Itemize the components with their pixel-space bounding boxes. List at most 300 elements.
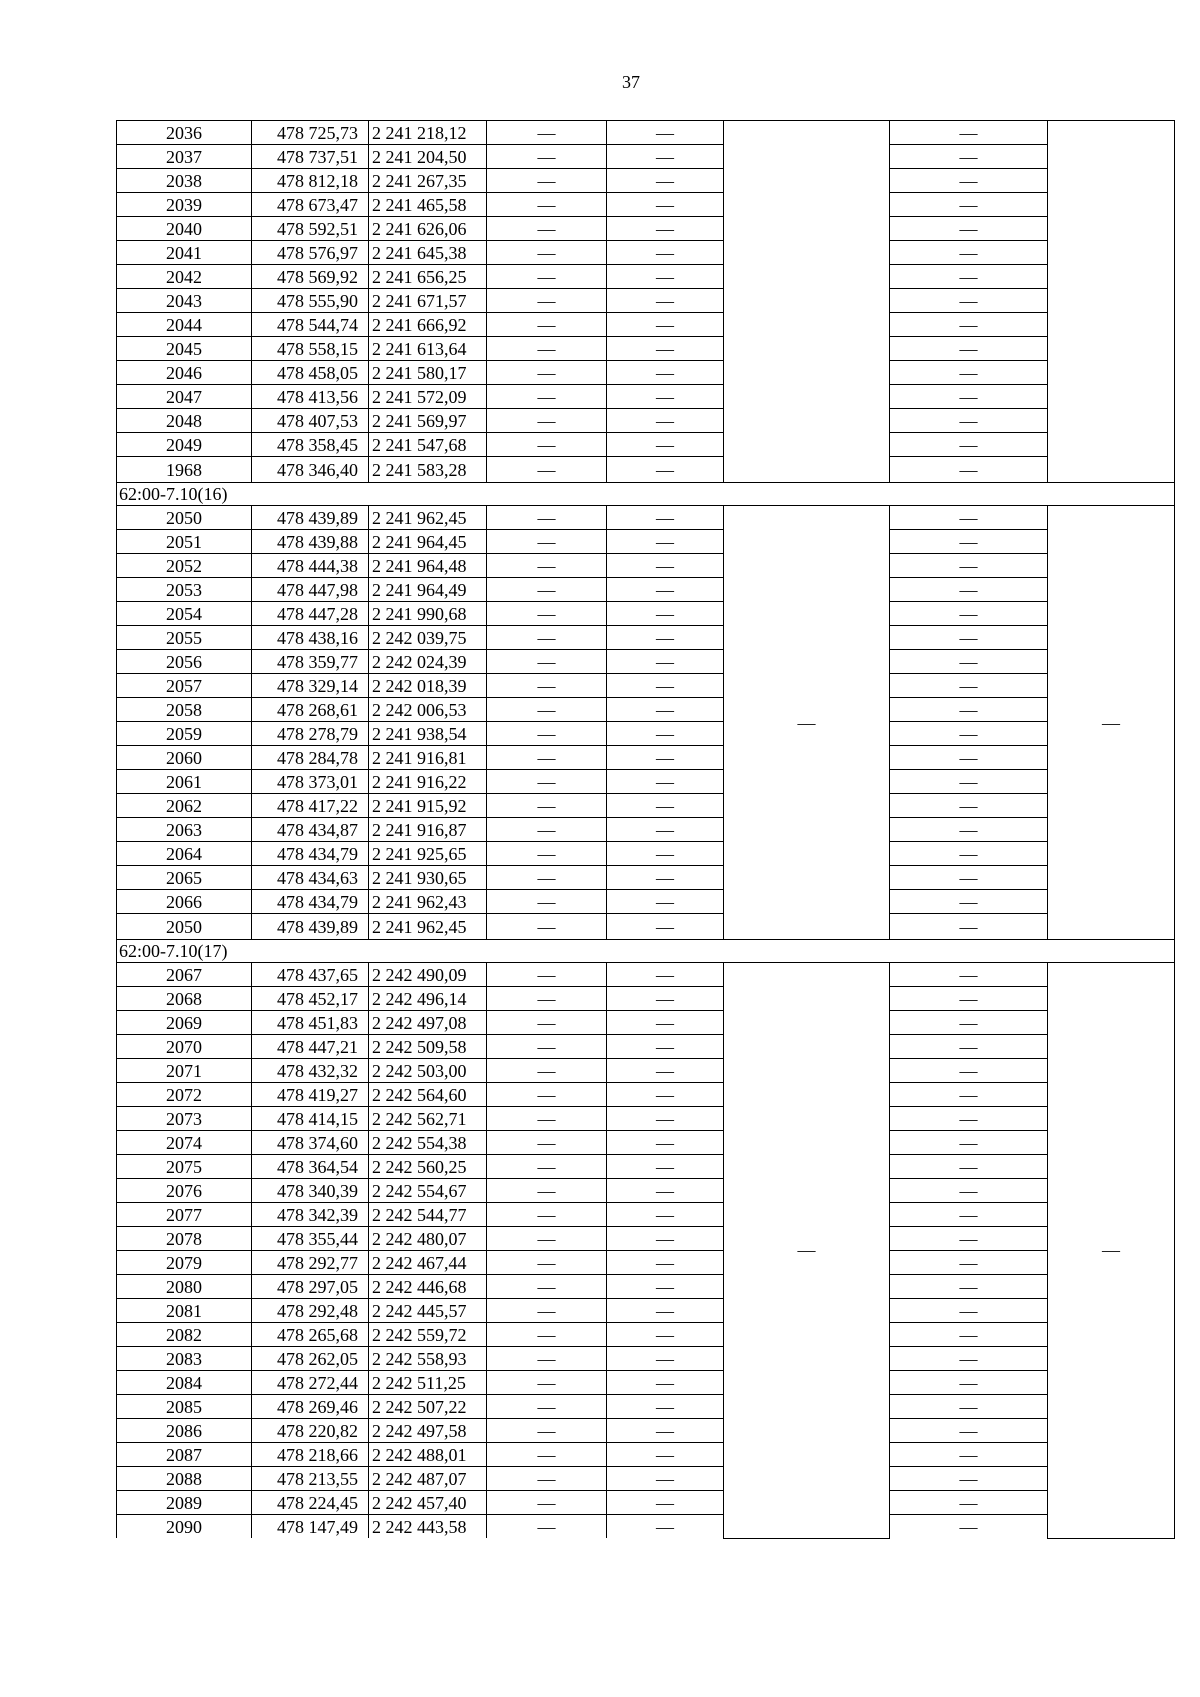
x-coordinate-cell: 478 262,05 [252,1347,369,1371]
point-number-cell: 2078 [117,1227,252,1251]
dash-cell: — [890,794,1048,818]
table-row [117,698,1175,722]
point-number-cell: 2049 [117,433,252,457]
y-coordinate-cell: 2 242 006,53 [369,698,487,722]
dash-cell: — [890,1275,1048,1299]
coordinates-table [116,120,1175,1539]
dash-cell: — [607,602,724,626]
table-row [117,722,1175,746]
table-row [117,169,1175,193]
dash-cell: — [607,169,724,193]
x-coordinate-cell: 478 458,05 [252,361,369,385]
dash-cell: — [487,1251,607,1275]
point-number-cell: 2056 [117,650,252,674]
point-number-cell: 2059 [117,722,252,746]
x-coordinate-cell: 478 355,44 [252,1227,369,1251]
y-coordinate-cell: 2 242 558,93 [369,1347,487,1371]
dash-cell: — [607,145,724,169]
dash-cell: — [890,409,1048,433]
point-number-cell: 2050 [117,914,252,940]
point-number-cell: 2085 [117,1395,252,1419]
table-row [117,1443,1175,1467]
dash-cell: — [890,842,1048,866]
table-row [117,265,1175,289]
y-coordinate-cell: 2 241 572,09 [369,385,487,409]
dash-cell: — [487,987,607,1011]
x-coordinate-cell: 478 292,77 [252,1251,369,1275]
x-coordinate-cell: 478 278,79 [252,722,369,746]
y-coordinate-cell: 2 242 559,72 [369,1323,487,1347]
point-number-cell: 2072 [117,1083,252,1107]
point-number-cell: 2043 [117,289,252,313]
x-coordinate-cell: 478 439,89 [252,914,369,940]
table-row [117,746,1175,770]
point-number-cell: 2075 [117,1155,252,1179]
y-coordinate-cell: 2 242 509,58 [369,1035,487,1059]
y-coordinate-cell: 2 241 925,65 [369,842,487,866]
x-coordinate-cell: 478 346,40 [252,457,369,483]
table-row [117,1395,1175,1419]
point-number-cell: 2053 [117,578,252,602]
dash-cell: — [890,602,1048,626]
point-number-cell: 2081 [117,1299,252,1323]
x-coordinate-cell: 478 220,82 [252,1419,369,1443]
dash-cell: — [487,313,607,337]
point-number-cell: 2037 [117,145,252,169]
x-coordinate-cell: 478 218,66 [252,1443,369,1467]
dash-cell: — [607,506,724,530]
dash-cell: — [607,914,724,940]
dash-cell: — [487,530,607,554]
dash-cell: — [607,698,724,722]
table-row [117,578,1175,602]
table-row [117,1347,1175,1371]
x-coordinate-cell: 478 269,46 [252,1395,369,1419]
x-coordinate-cell: 478 297,05 [252,1275,369,1299]
merged-group-cell: — [1048,506,1175,940]
point-number-cell: 2068 [117,987,252,1011]
x-coordinate-cell: 478 265,68 [252,1323,369,1347]
dash-cell: — [487,674,607,698]
dash-cell: — [607,313,724,337]
dash-cell: — [607,1323,724,1347]
dash-cell: — [607,1299,724,1323]
dash-cell: — [607,1419,724,1443]
table-row [117,1251,1175,1275]
table-row [117,313,1175,337]
point-number-cell: 2039 [117,193,252,217]
point-number-cell: 2057 [117,674,252,698]
y-coordinate-cell: 2 241 626,06 [369,217,487,241]
dash-cell: — [607,722,724,746]
dash-cell: — [890,361,1048,385]
dash-cell: — [890,1491,1048,1515]
x-coordinate-cell: 478 438,16 [252,626,369,650]
dash-cell: — [607,866,724,890]
dash-cell: — [890,1179,1048,1203]
dash-cell: — [607,1131,724,1155]
dash-cell: — [607,626,724,650]
dash-cell: — [890,145,1048,169]
dash-cell: — [890,1203,1048,1227]
x-coordinate-cell: 478 812,18 [252,169,369,193]
y-coordinate-cell: 2 242 018,39 [369,674,487,698]
y-coordinate-cell: 2 241 671,57 [369,289,487,313]
section-header-row [117,483,1175,506]
x-coordinate-cell: 478 434,79 [252,890,369,914]
dash-cell: — [607,1371,724,1395]
y-coordinate-cell: 2 241 666,92 [369,313,487,337]
dash-cell: — [487,121,607,145]
x-coordinate-cell: 478 452,17 [252,987,369,1011]
dash-cell: — [487,746,607,770]
dash-cell: — [487,818,607,842]
dash-cell: — [487,626,607,650]
dash-cell: — [890,433,1048,457]
x-coordinate-cell: 478 272,44 [252,1371,369,1395]
dash-cell: — [607,1203,724,1227]
dash-cell: — [487,217,607,241]
dash-cell: — [487,1179,607,1203]
dash-cell: — [607,818,724,842]
y-coordinate-cell: 2 242 443,58 [369,1515,487,1539]
point-number-cell: 2052 [117,554,252,578]
x-coordinate-cell: 478 414,15 [252,1107,369,1131]
dash-cell: — [607,289,724,313]
y-coordinate-cell: 2 241 962,45 [369,914,487,940]
section-header: 62:00-7.10(16) [117,483,1175,506]
x-coordinate-cell: 478 340,39 [252,1179,369,1203]
dash-cell: — [607,1227,724,1251]
point-number-cell: 2080 [117,1275,252,1299]
table-row [117,289,1175,313]
point-number-cell: 2061 [117,770,252,794]
y-coordinate-cell: 2 242 496,14 [369,987,487,1011]
dash-cell: — [607,241,724,265]
dash-cell: — [890,746,1048,770]
y-coordinate-cell: 2 241 218,12 [369,121,487,145]
table-row [117,1083,1175,1107]
dash-cell: — [487,1395,607,1419]
x-coordinate-cell: 478 213,55 [252,1467,369,1491]
x-coordinate-cell: 478 592,51 [252,217,369,241]
dash-cell: — [890,1251,1048,1275]
dash-cell: — [607,1443,724,1467]
dash-cell: — [487,1491,607,1515]
x-coordinate-cell: 478 576,97 [252,241,369,265]
point-number-cell: 2064 [117,842,252,866]
y-coordinate-cell: 2 241 580,17 [369,361,487,385]
y-coordinate-cell: 2 242 544,77 [369,1203,487,1227]
x-coordinate-cell: 478 439,88 [252,530,369,554]
dash-cell: — [487,385,607,409]
dash-cell: — [487,1155,607,1179]
section-header: 62:00-7.10(17) [117,940,1175,963]
dash-cell: — [890,698,1048,722]
dash-cell: — [487,1419,607,1443]
dash-cell: — [890,241,1048,265]
point-number-cell: 2042 [117,265,252,289]
dash-cell: — [890,1395,1048,1419]
x-coordinate-cell: 478 451,83 [252,1011,369,1035]
x-coordinate-cell: 478 558,15 [252,337,369,361]
point-number-cell: 2041 [117,241,252,265]
x-coordinate-cell: 478 432,32 [252,1059,369,1083]
point-number-cell: 2047 [117,385,252,409]
table-row [117,385,1175,409]
x-coordinate-cell: 478 555,90 [252,289,369,313]
y-coordinate-cell: 2 242 039,75 [369,626,487,650]
dash-cell: — [607,409,724,433]
y-coordinate-cell: 2 241 916,87 [369,818,487,842]
x-coordinate-cell: 478 374,60 [252,1131,369,1155]
table-row [117,794,1175,818]
point-number-cell: 2070 [117,1035,252,1059]
table-row [117,1203,1175,1227]
x-coordinate-cell: 478 737,51 [252,145,369,169]
table-row [117,1035,1175,1059]
dash-cell: — [890,506,1048,530]
dash-cell: — [607,1107,724,1131]
point-number-cell: 1968 [117,457,252,483]
y-coordinate-cell: 2 242 562,71 [369,1107,487,1131]
dash-cell: — [607,265,724,289]
y-coordinate-cell: 2 241 656,25 [369,265,487,289]
dash-cell: — [607,1491,724,1515]
y-coordinate-cell: 2 242 024,39 [369,650,487,674]
table-row [117,890,1175,914]
merged-group-cell: — [724,963,890,1539]
dash-cell: — [607,890,724,914]
dash-cell: — [487,698,607,722]
dash-cell: — [890,866,1048,890]
table-row [117,866,1175,890]
point-number-cell: 2082 [117,1323,252,1347]
table-row [117,602,1175,626]
dash-cell: — [607,1395,724,1419]
table-row [117,914,1175,940]
x-coordinate-cell: 478 359,77 [252,650,369,674]
point-number-cell: 2069 [117,1011,252,1035]
point-number-cell: 2066 [117,890,252,914]
y-coordinate-cell: 2 241 990,68 [369,602,487,626]
point-number-cell: 2077 [117,1203,252,1227]
dash-cell: — [487,193,607,217]
dash-cell: — [890,554,1048,578]
dash-cell: — [607,1059,724,1083]
dash-cell: — [890,722,1048,746]
dash-cell: — [487,289,607,313]
y-coordinate-cell: 2 241 930,65 [369,866,487,890]
dash-cell: — [607,650,724,674]
y-coordinate-cell: 2 241 964,49 [369,578,487,602]
table-row [117,674,1175,698]
dash-cell: — [487,1515,607,1539]
dash-cell: — [607,361,724,385]
x-coordinate-cell: 478 358,45 [252,433,369,457]
dash-cell: — [890,1083,1048,1107]
merged-group-cell: — [1048,963,1175,1539]
x-coordinate-cell: 478 329,14 [252,674,369,698]
dash-cell: — [607,746,724,770]
dash-cell: — [607,554,724,578]
dash-cell: — [890,890,1048,914]
dash-cell: — [487,1227,607,1251]
dash-cell: — [487,409,607,433]
x-coordinate-cell: 478 268,61 [252,698,369,722]
dash-cell: — [890,1515,1048,1539]
dash-cell: — [607,337,724,361]
dash-cell: — [890,121,1048,145]
y-coordinate-cell: 2 241 915,92 [369,794,487,818]
table-row [117,193,1175,217]
y-coordinate-cell: 2 242 490,09 [369,963,487,987]
y-coordinate-cell: 2 241 583,28 [369,457,487,483]
dash-cell: — [607,1275,724,1299]
table-row [117,1107,1175,1131]
dash-cell: — [890,1467,1048,1491]
y-coordinate-cell: 2 241 645,38 [369,241,487,265]
point-number-cell: 2071 [117,1059,252,1083]
y-coordinate-cell: 2 242 554,38 [369,1131,487,1155]
table-row [117,1131,1175,1155]
point-number-cell: 2073 [117,1107,252,1131]
y-coordinate-cell: 2 242 560,25 [369,1155,487,1179]
y-coordinate-cell: 2 242 497,58 [369,1419,487,1443]
point-number-cell: 2050 [117,506,252,530]
table-row [117,1179,1175,1203]
table-row [117,1059,1175,1083]
table-row [117,530,1175,554]
dash-cell: — [890,385,1048,409]
dash-cell: — [890,1371,1048,1395]
table-row [117,626,1175,650]
dash-cell: — [890,987,1048,1011]
dash-cell: — [487,1035,607,1059]
dash-cell: — [487,963,607,987]
point-number-cell: 2058 [117,698,252,722]
dash-cell: — [487,866,607,890]
dash-cell: — [487,1323,607,1347]
table-row [117,842,1175,866]
dash-cell: — [890,914,1048,940]
dash-cell: — [890,217,1048,241]
x-coordinate-cell: 478 224,45 [252,1491,369,1515]
table-row [117,361,1175,385]
dash-cell: — [607,433,724,457]
dash-cell: — [890,265,1048,289]
x-coordinate-cell: 478 447,98 [252,578,369,602]
coordinates-table-body [117,121,1175,1539]
x-coordinate-cell: 478 544,74 [252,313,369,337]
dash-cell: — [890,626,1048,650]
table-row [117,1515,1175,1539]
point-number-cell: 2083 [117,1347,252,1371]
dash-cell: — [487,169,607,193]
dash-cell: — [487,1083,607,1107]
point-number-cell: 2065 [117,866,252,890]
x-coordinate-cell: 478 342,39 [252,1203,369,1227]
dash-cell: — [890,1323,1048,1347]
dash-cell: — [607,987,724,1011]
y-coordinate-cell: 2 242 457,40 [369,1491,487,1515]
dash-cell: — [890,1347,1048,1371]
point-number-cell: 2051 [117,530,252,554]
dash-cell: — [487,145,607,169]
dash-cell: — [487,1059,607,1083]
point-number-cell: 2067 [117,963,252,987]
dash-cell: — [487,1347,607,1371]
dash-cell: — [890,457,1048,483]
dash-cell: — [487,1467,607,1491]
table-row [117,241,1175,265]
table-row [117,1299,1175,1323]
point-number-cell: 2054 [117,602,252,626]
dash-cell: — [487,1203,607,1227]
page-number: 37 [622,72,640,92]
dash-cell: — [487,770,607,794]
table-row [117,818,1175,842]
table-row [117,145,1175,169]
point-number-cell: 2040 [117,217,252,241]
table-row [117,506,1175,530]
dash-cell: — [607,1251,724,1275]
dash-cell: — [890,818,1048,842]
dash-cell: — [487,842,607,866]
y-coordinate-cell: 2 241 938,54 [369,722,487,746]
table-row [117,650,1175,674]
point-number-cell: 2044 [117,313,252,337]
dash-cell: — [607,121,724,145]
dash-cell: — [487,794,607,818]
point-number-cell: 2089 [117,1491,252,1515]
dash-cell: — [607,1467,724,1491]
table-row [117,1227,1175,1251]
dash-cell: — [487,433,607,457]
dash-cell: — [890,1011,1048,1035]
dash-cell: — [607,674,724,698]
dash-cell: — [890,578,1048,602]
y-coordinate-cell: 2 242 480,07 [369,1227,487,1251]
dash-cell: — [487,602,607,626]
dash-cell: — [890,1299,1048,1323]
dash-cell: — [607,1515,724,1539]
dash-cell: — [607,193,724,217]
dash-cell: — [607,457,724,483]
table-row [117,1467,1175,1491]
dash-cell: — [890,1107,1048,1131]
y-coordinate-cell: 2 242 564,60 [369,1083,487,1107]
dash-cell: — [607,1155,724,1179]
y-coordinate-cell: 2 241 916,81 [369,746,487,770]
dash-cell: — [890,650,1048,674]
point-number-cell: 2084 [117,1371,252,1395]
dash-cell: — [607,1083,724,1107]
dash-cell: — [607,530,724,554]
dash-cell: — [890,1419,1048,1443]
merged-group-cell [724,121,890,483]
y-coordinate-cell: 2 242 503,00 [369,1059,487,1083]
dash-cell: — [607,842,724,866]
dash-cell: — [487,1275,607,1299]
dash-cell: — [607,770,724,794]
x-coordinate-cell: 478 437,65 [252,963,369,987]
dash-cell: — [487,506,607,530]
table-row [117,1155,1175,1179]
x-coordinate-cell: 478 434,87 [252,818,369,842]
dash-cell: — [607,385,724,409]
x-coordinate-cell: 478 439,89 [252,506,369,530]
